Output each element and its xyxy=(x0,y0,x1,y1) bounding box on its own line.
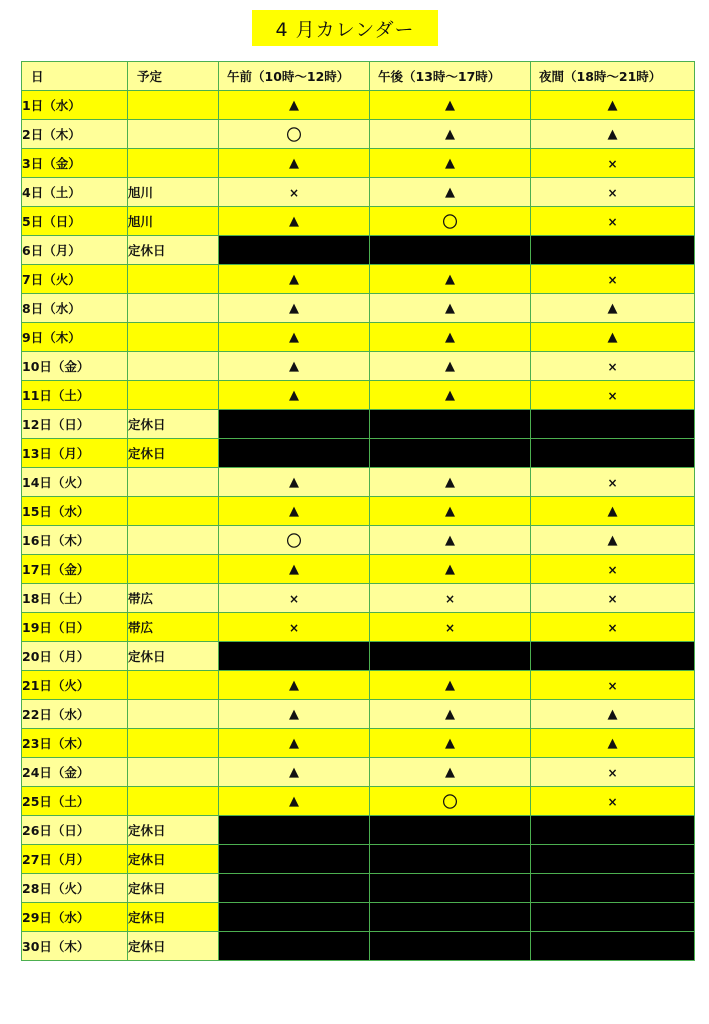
day-cell: 27日（月） xyxy=(22,845,128,874)
plan-cell xyxy=(128,381,219,410)
night-slot-cell xyxy=(531,120,695,149)
day-cell: 17日（金） xyxy=(22,555,128,584)
night-slot-cell xyxy=(531,178,695,207)
cross-icon: × xyxy=(444,591,456,606)
night-slot-cell xyxy=(531,207,695,236)
closed-slot-cell xyxy=(219,874,370,903)
am-slot-cell xyxy=(219,468,370,497)
pm-slot-cell xyxy=(370,584,531,613)
am-slot-cell xyxy=(219,700,370,729)
plan-cell xyxy=(128,497,219,526)
night-slot-cell xyxy=(531,758,695,787)
table-row xyxy=(22,903,695,932)
triangle-icon: ▲ xyxy=(607,736,618,751)
closed-slot-cell xyxy=(370,642,531,671)
pm-slot-cell xyxy=(370,265,531,294)
triangle-icon: ▲ xyxy=(289,388,299,403)
am-slot-cell xyxy=(219,149,370,178)
pm-slot-cell xyxy=(370,381,531,410)
triangle-icon: ▲ xyxy=(445,359,455,374)
pm-slot-cell xyxy=(370,526,531,555)
plan-cell xyxy=(128,352,219,381)
table-row xyxy=(22,265,695,294)
header-plan: 予定 xyxy=(128,62,219,91)
night-slot-cell xyxy=(531,91,695,120)
triangle-icon: ▲ xyxy=(289,330,299,345)
day-cell: 25日（土） xyxy=(22,787,128,816)
am-slot-cell xyxy=(219,671,370,700)
cross-icon: × xyxy=(607,185,618,200)
pm-slot-cell xyxy=(370,352,531,381)
closed-slot-cell xyxy=(531,236,695,265)
pm-slot-cell xyxy=(370,468,531,497)
cross-icon: × xyxy=(607,562,618,577)
day-cell: 19日（日） xyxy=(22,613,128,642)
day-cell: 12日（日） xyxy=(22,410,128,439)
circle-icon: 〇 xyxy=(286,125,302,144)
cross-icon: × xyxy=(607,620,618,635)
night-slot-cell xyxy=(531,555,695,584)
day-cell: 7日（火） xyxy=(22,265,128,294)
plan-cell: 定休日 xyxy=(128,932,219,961)
closed-slot-cell xyxy=(531,439,695,468)
closed-slot-cell xyxy=(219,816,370,845)
night-slot-cell xyxy=(531,381,695,410)
am-slot-cell xyxy=(219,265,370,294)
day-cell: 28日（火） xyxy=(22,874,128,903)
closed-slot-cell xyxy=(370,410,531,439)
plan-cell xyxy=(128,555,219,584)
closed-slot-cell xyxy=(370,236,531,265)
plan-cell: 旭川 xyxy=(128,207,219,236)
header-day: 日 xyxy=(22,62,128,91)
closed-slot-cell xyxy=(219,903,370,932)
closed-slot-cell xyxy=(370,816,531,845)
night-slot-cell xyxy=(531,265,695,294)
pm-slot-cell xyxy=(370,497,531,526)
header-night: 夜間（18時～21時） xyxy=(531,62,695,91)
day-cell: 30日（木） xyxy=(22,932,128,961)
am-slot-cell xyxy=(219,729,370,758)
header-row xyxy=(22,62,695,91)
triangle-icon: ▲ xyxy=(607,504,618,519)
closed-slot-cell xyxy=(219,845,370,874)
triangle-icon: ▲ xyxy=(607,533,618,548)
pm-slot-cell xyxy=(370,178,531,207)
circle-icon: 〇 xyxy=(442,792,458,811)
night-slot-cell xyxy=(531,787,695,816)
day-cell: 26日（日） xyxy=(22,816,128,845)
closed-slot-cell xyxy=(531,932,695,961)
table-row xyxy=(22,468,695,497)
triangle-icon: ▲ xyxy=(607,127,618,142)
table-row xyxy=(22,294,695,323)
triangle-icon: ▲ xyxy=(289,301,299,316)
cross-icon: × xyxy=(607,678,618,693)
night-slot-cell xyxy=(531,700,695,729)
am-slot-cell xyxy=(219,178,370,207)
cross-icon: × xyxy=(607,156,618,171)
cross-icon: × xyxy=(607,388,618,403)
triangle-icon: ▲ xyxy=(445,504,455,519)
plan-cell xyxy=(128,729,219,758)
closed-slot-cell xyxy=(370,845,531,874)
cross-icon: × xyxy=(288,185,300,200)
calendar-table xyxy=(21,61,695,961)
day-cell: 20日（月） xyxy=(22,642,128,671)
triangle-icon: ▲ xyxy=(445,330,455,345)
table-row xyxy=(22,497,695,526)
night-slot-cell xyxy=(531,729,695,758)
plan-cell: 定休日 xyxy=(128,439,219,468)
cross-icon: × xyxy=(607,359,618,374)
table-row xyxy=(22,410,695,439)
day-cell: 14日（火） xyxy=(22,468,128,497)
plan-cell: 定休日 xyxy=(128,903,219,932)
table-row xyxy=(22,178,695,207)
day-cell: 9日（木） xyxy=(22,323,128,352)
closed-slot-cell xyxy=(531,816,695,845)
am-slot-cell xyxy=(219,91,370,120)
triangle-icon: ▲ xyxy=(289,359,299,374)
closed-slot-cell xyxy=(219,410,370,439)
day-cell: 29日（水） xyxy=(22,903,128,932)
table-row xyxy=(22,352,695,381)
closed-slot-cell xyxy=(370,903,531,932)
pm-slot-cell xyxy=(370,787,531,816)
plan-cell xyxy=(128,265,219,294)
circle-icon: 〇 xyxy=(442,212,458,231)
triangle-icon: ▲ xyxy=(289,736,299,751)
night-slot-cell xyxy=(531,526,695,555)
pm-slot-cell xyxy=(370,294,531,323)
table-row xyxy=(22,207,695,236)
table-row xyxy=(22,584,695,613)
day-cell: 1日（水） xyxy=(22,91,128,120)
am-slot-cell xyxy=(219,352,370,381)
triangle-icon: ▲ xyxy=(607,301,618,316)
plan-cell: 定休日 xyxy=(128,410,219,439)
triangle-icon: ▲ xyxy=(607,330,618,345)
table-row xyxy=(22,439,695,468)
triangle-icon: ▲ xyxy=(289,678,299,693)
table-row xyxy=(22,526,695,555)
triangle-icon: ▲ xyxy=(445,98,455,113)
triangle-icon: ▲ xyxy=(289,707,299,722)
triangle-icon: ▲ xyxy=(289,98,299,113)
night-slot-cell xyxy=(531,352,695,381)
am-slot-cell xyxy=(219,497,370,526)
plan-cell xyxy=(128,526,219,555)
day-cell: 16日（木） xyxy=(22,526,128,555)
cross-icon: × xyxy=(607,591,618,606)
night-slot-cell xyxy=(531,584,695,613)
day-cell: 23日（木） xyxy=(22,729,128,758)
pm-slot-cell xyxy=(370,323,531,352)
triangle-icon: ▲ xyxy=(289,562,299,577)
day-cell: 24日（金） xyxy=(22,758,128,787)
calendar-body xyxy=(22,91,695,961)
triangle-icon: ▲ xyxy=(289,504,299,519)
table-row xyxy=(22,149,695,178)
am-slot-cell xyxy=(219,207,370,236)
closed-slot-cell xyxy=(531,903,695,932)
plan-cell xyxy=(128,294,219,323)
cross-icon: × xyxy=(607,765,618,780)
table-row xyxy=(22,91,695,120)
plan-cell xyxy=(128,323,219,352)
pm-slot-cell xyxy=(370,555,531,584)
am-slot-cell xyxy=(219,584,370,613)
triangle-icon: ▲ xyxy=(445,272,455,287)
day-cell: 10日（金） xyxy=(22,352,128,381)
closed-slot-cell xyxy=(370,874,531,903)
pm-slot-cell xyxy=(370,729,531,758)
cross-icon: × xyxy=(288,620,300,635)
am-slot-cell xyxy=(219,758,370,787)
table-row xyxy=(22,932,695,961)
pm-slot-cell xyxy=(370,758,531,787)
plan-cell: 定休日 xyxy=(128,236,219,265)
am-slot-cell xyxy=(219,613,370,642)
plan-cell: 定休日 xyxy=(128,874,219,903)
plan-cell xyxy=(128,468,219,497)
day-cell: 8日（水） xyxy=(22,294,128,323)
am-slot-cell xyxy=(219,294,370,323)
night-slot-cell xyxy=(531,323,695,352)
cross-icon: × xyxy=(607,475,618,490)
plan-cell: 帯広 xyxy=(128,613,219,642)
plan-cell: 定休日 xyxy=(128,642,219,671)
cross-icon: × xyxy=(607,272,618,287)
table-row xyxy=(22,120,695,149)
night-slot-cell xyxy=(531,497,695,526)
night-slot-cell xyxy=(531,468,695,497)
triangle-icon: ▲ xyxy=(289,214,299,229)
plan-cell: 旭川 xyxy=(128,178,219,207)
plan-cell: 定休日 xyxy=(128,816,219,845)
table-row xyxy=(22,874,695,903)
table-row xyxy=(22,323,695,352)
am-slot-cell xyxy=(219,555,370,584)
closed-slot-cell xyxy=(219,439,370,468)
triangle-icon: ▲ xyxy=(445,707,455,722)
closed-slot-cell xyxy=(370,932,531,961)
night-slot-cell xyxy=(531,613,695,642)
day-cell: 6日（月） xyxy=(22,236,128,265)
closed-slot-cell xyxy=(531,410,695,439)
triangle-icon: ▲ xyxy=(607,707,618,722)
am-slot-cell xyxy=(219,323,370,352)
triangle-icon: ▲ xyxy=(289,765,299,780)
plan-cell xyxy=(128,120,219,149)
am-slot-cell xyxy=(219,381,370,410)
header-am: 午前（10時～12時） xyxy=(219,62,370,91)
day-cell: 5日（日） xyxy=(22,207,128,236)
triangle-icon: ▲ xyxy=(445,533,455,548)
table-row xyxy=(22,236,695,265)
plan-cell: 定休日 xyxy=(128,845,219,874)
triangle-icon: ▲ xyxy=(445,562,455,577)
triangle-icon: ▲ xyxy=(445,185,455,200)
closed-slot-cell xyxy=(531,845,695,874)
cross-icon: × xyxy=(607,214,618,229)
closed-slot-cell xyxy=(219,642,370,671)
pm-slot-cell xyxy=(370,149,531,178)
table-row xyxy=(22,381,695,410)
am-slot-cell xyxy=(219,120,370,149)
pm-slot-cell xyxy=(370,120,531,149)
day-cell: 18日（土） xyxy=(22,584,128,613)
am-slot-cell xyxy=(219,787,370,816)
triangle-icon: ▲ xyxy=(445,736,455,751)
closed-slot-cell xyxy=(531,874,695,903)
circle-icon: 〇 xyxy=(286,531,302,550)
closed-slot-cell xyxy=(531,642,695,671)
table-row xyxy=(22,613,695,642)
pm-slot-cell xyxy=(370,671,531,700)
triangle-icon: ▲ xyxy=(289,272,299,287)
table-row xyxy=(22,845,695,874)
cross-icon: × xyxy=(607,794,618,809)
day-cell: 11日（土） xyxy=(22,381,128,410)
table-row xyxy=(22,729,695,758)
plan-cell xyxy=(128,787,219,816)
pm-slot-cell xyxy=(370,700,531,729)
day-cell: 21日（火） xyxy=(22,671,128,700)
night-slot-cell xyxy=(531,671,695,700)
table-row xyxy=(22,787,695,816)
triangle-icon: ▲ xyxy=(289,156,299,171)
triangle-icon: ▲ xyxy=(289,475,299,490)
triangle-icon: ▲ xyxy=(445,475,455,490)
page-title: 4 月カレンダー xyxy=(252,10,438,46)
closed-slot-cell xyxy=(219,932,370,961)
plan-cell xyxy=(128,671,219,700)
pm-slot-cell xyxy=(370,207,531,236)
pm-slot-cell xyxy=(370,91,531,120)
triangle-icon: ▲ xyxy=(445,156,455,171)
plan-cell xyxy=(128,91,219,120)
plan-cell xyxy=(128,758,219,787)
table-row xyxy=(22,700,695,729)
triangle-icon: ▲ xyxy=(445,388,455,403)
table-row xyxy=(22,555,695,584)
table-row xyxy=(22,642,695,671)
day-cell: 2日（木） xyxy=(22,120,128,149)
plan-cell xyxy=(128,149,219,178)
header-pm: 午後（13時～17時） xyxy=(370,62,531,91)
triangle-icon: ▲ xyxy=(445,678,455,693)
plan-cell: 帯広 xyxy=(128,584,219,613)
plan-cell xyxy=(128,700,219,729)
closed-slot-cell xyxy=(370,439,531,468)
cross-icon: × xyxy=(444,620,456,635)
triangle-icon: ▲ xyxy=(445,127,455,142)
triangle-icon: ▲ xyxy=(445,765,455,780)
day-cell: 15日（水） xyxy=(22,497,128,526)
table-row xyxy=(22,758,695,787)
night-slot-cell xyxy=(531,294,695,323)
triangle-icon: ▲ xyxy=(289,794,299,809)
day-cell: 13日（月） xyxy=(22,439,128,468)
day-cell: 22日（水） xyxy=(22,700,128,729)
triangle-icon: ▲ xyxy=(445,301,455,316)
am-slot-cell xyxy=(219,526,370,555)
day-cell: 3日（金） xyxy=(22,149,128,178)
night-slot-cell xyxy=(531,149,695,178)
day-cell: 4日（土） xyxy=(22,178,128,207)
table-row xyxy=(22,671,695,700)
pm-slot-cell xyxy=(370,613,531,642)
triangle-icon: ▲ xyxy=(607,98,618,113)
closed-slot-cell xyxy=(219,236,370,265)
table-row xyxy=(22,816,695,845)
cross-icon: × xyxy=(288,591,300,606)
